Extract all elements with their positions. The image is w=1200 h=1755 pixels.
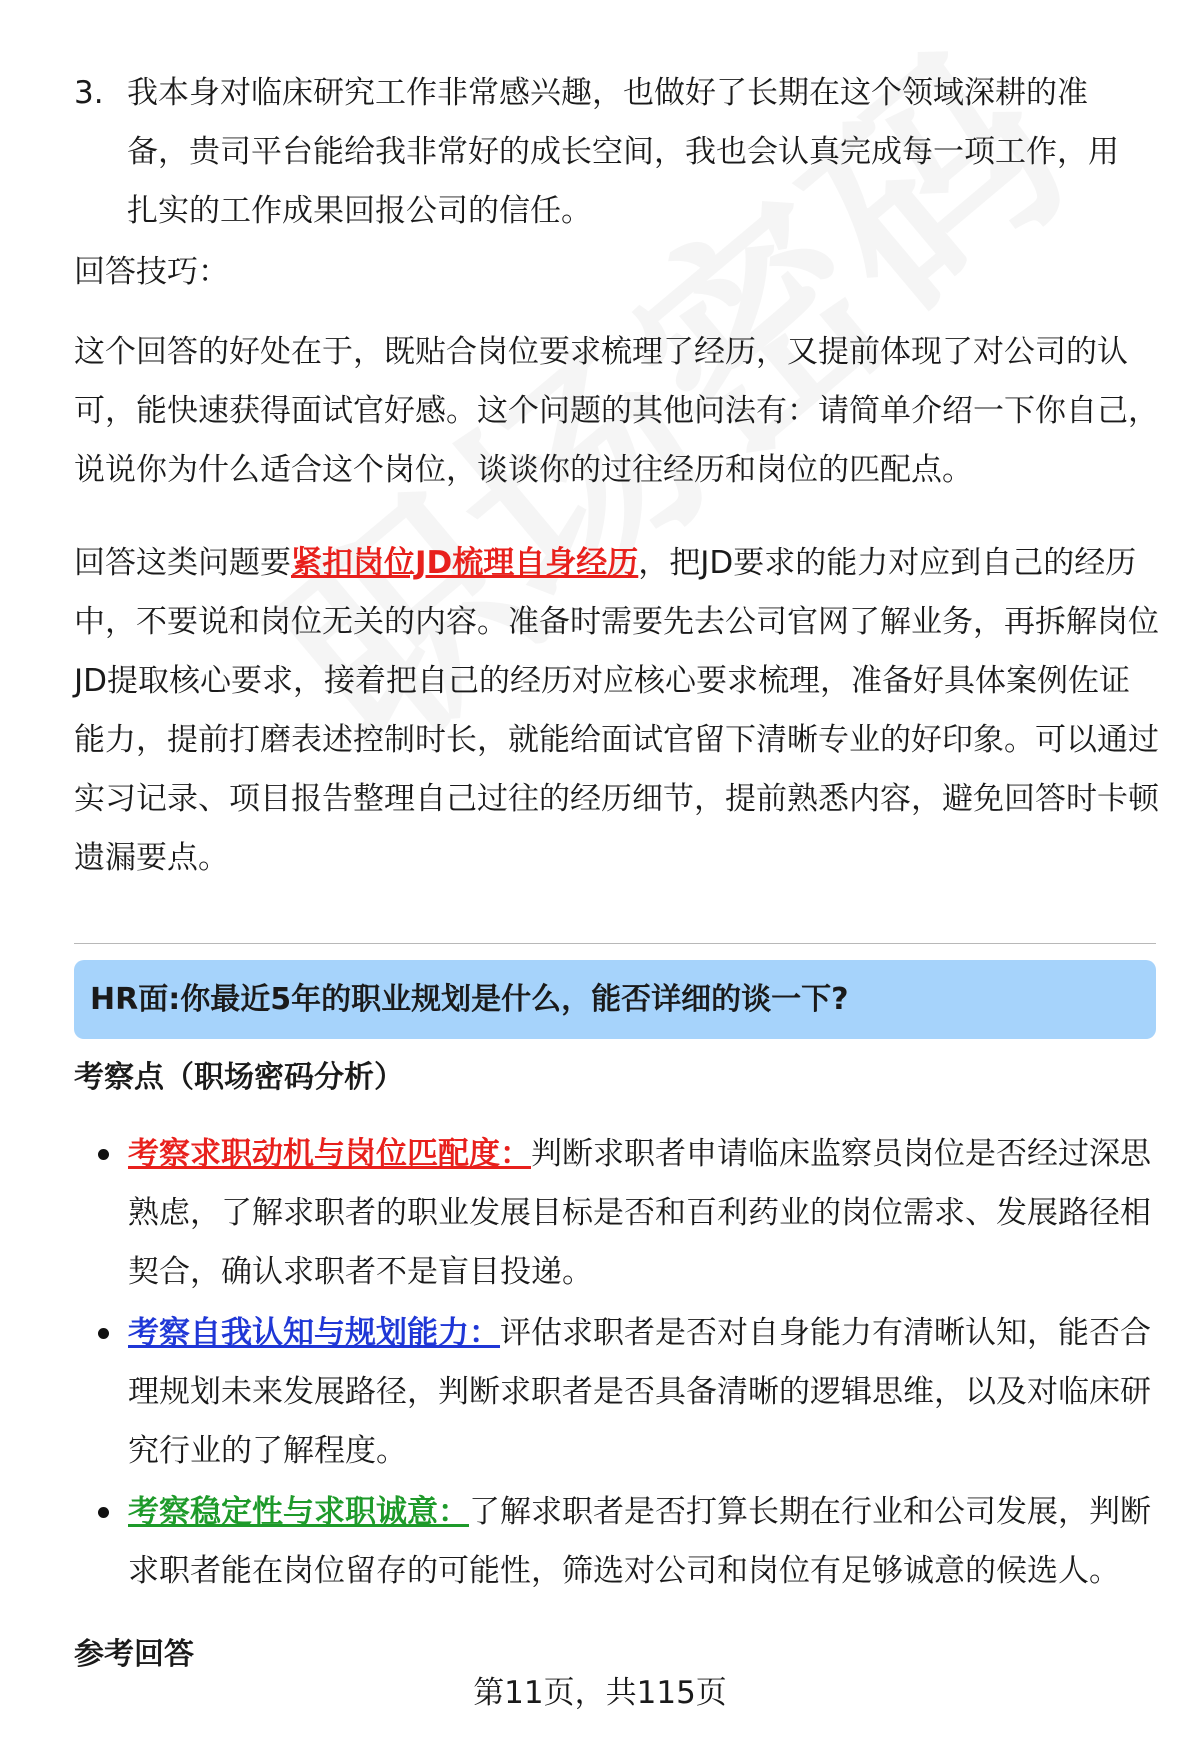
analysis-keyword-3: 考察稳定性与求职诚意：: [128, 1494, 469, 1530]
tips-paragraph-1: 这个回答的好处在于，既贴合岗位要求梳理了经历，又提前体现了对公司的认可，能快速获得面试官好感。这个问题的其他问法有：请简单介绍一下你自己，说说你为什么适合这个岗位，谈谈你的过往经历和岗位的匹配点。: [74, 334, 1159, 488]
list-item-text: 我本身对临床研究工作非常感兴趣，也做好了长期在这个领域深耕的准备，贵司平台能给我非常好的成长空间，我也会认真完成每一项工作，用扎实的工作成果回报公司的信任。: [127, 75, 1119, 229]
list-item-3: [74, 64, 1149, 241]
tips-paragraph-2-prefix: 回答这类问题要: [74, 545, 291, 581]
tips-paragraph-2-suffix: ，把JD要求的能力对应到自己的经历中，不要说和岗位无关的内容。准备时需要先去公司官网了解业务，再拆解岗位JD提取核心要求，接着把自己的经历对应核心要求梳理，准备好具体案例佐证能力，提前打磨表述控制时长，就能给面试官留下清晰专业的好印象。可以通过实习记录、项目报告整理自己过往的经历细节，提前熟悉内容，避免回答时卡顿遗漏要点。: [74, 545, 1159, 876]
analysis-keyword-2: 考察自我认知与规划能力：: [128, 1315, 500, 1351]
analysis-keyword-1: 考察求职动机与岗位匹配度：: [128, 1136, 531, 1172]
bullet-icon: [98, 1507, 109, 1518]
bullet-icon: [98, 1328, 109, 1339]
analysis-point-3: [74, 1483, 1154, 1601]
analysis-list: [74, 1125, 1154, 1603]
tips-label: 回答技巧：: [74, 254, 229, 290]
analysis-text-3: 了解求职者是否打算长期在行业和公司发展，判断求职者能在岗位留存的可能性，筛选对公司和岗位有足够诚意的候选人。: [128, 1494, 1151, 1589]
question-title: HR面:你最近5年的职业规划是什么，能否详细的谈一下?: [90, 982, 849, 1017]
list-item-number: 3.: [74, 75, 104, 111]
answer-heading: 参考回答: [74, 1637, 194, 1672]
analysis-point-1: [74, 1125, 1154, 1302]
question-box: [74, 960, 1156, 1039]
analysis-point-2: [74, 1304, 1154, 1481]
bullet-icon: [98, 1149, 109, 1160]
analysis-text-2: 评估求职者是否对自身能力有清晰认知，能否合理规划未来发展路径，判断求职者是否具备清晰的逻辑思维，以及对临床研究行业的了解程度。: [128, 1315, 1151, 1469]
analysis-text-1: 判断求职者申请临床监察员岗位是否经过深思熟虑，了解求职者的职业发展目标是否和百利药业的岗位需求、发展路径相契合，确认求职者不是盲目投递。: [128, 1136, 1151, 1290]
highlight-keyphrase: 紧扣岗位JD梳理自身经历: [291, 545, 639, 581]
section-divider: [74, 943, 1156, 944]
page-number-footer: 第11页，共115页: [473, 1675, 727, 1711]
analysis-heading: 考察点（职场密码分析）: [74, 1060, 404, 1095]
tips-paragraph-2: [74, 534, 1159, 888]
